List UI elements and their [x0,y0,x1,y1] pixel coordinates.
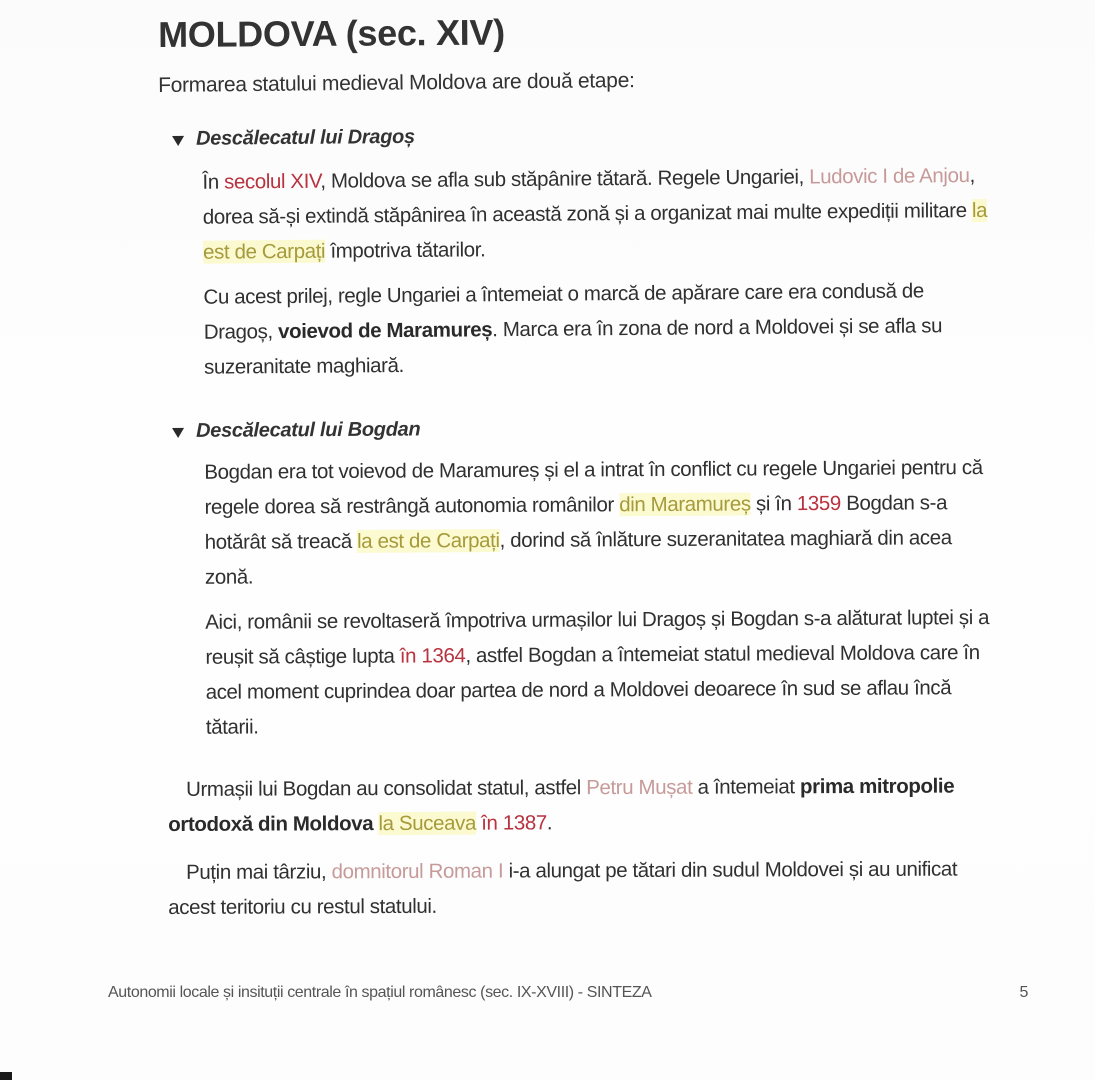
section-bogdan [172,415,994,745]
text-run: Bogdan s-a hotărât să treacă [204,491,948,554]
place-highlight: din Maramureș [619,492,751,517]
paragraph [203,273,994,385]
paragraph [205,600,996,745]
section-body [202,158,994,385]
section-heading: Descălecatul lui Bogdan [195,418,421,442]
outro-paragraph-roman [168,851,988,925]
triangle-down-icon[interactable] [172,427,184,437]
person-highlight: Ludovic I de Anjou [809,164,970,189]
page-number: 5 [1019,984,1028,1001]
place-highlight: la est de Carpați [202,198,988,264]
text-run: . [546,811,553,835]
page-title: MOLDOVA (sec. XIV) [158,11,505,55]
text-run: , dorea să-și extindă stăpânirea în această zonă și a organizat mai multe expediții militare [202,163,975,229]
text-run: și în [750,492,797,516]
text-run: Urmașii lui Bogdan au consolidat statul, astfel [186,776,587,801]
date-highlight: 1359 [796,491,841,516]
text-run: În [202,170,225,194]
place-highlight: la Suceava [378,811,476,836]
section-toggle-dragos[interactable] [172,121,992,151]
page-footer [108,984,1028,1002]
person-highlight: domnitorul Roman I [331,859,504,884]
section-heading: Descălecatul lui Dragoș [195,125,415,150]
key-term: prima mitropolie ortodoxă din Moldova [168,774,955,836]
place-highlight: la est de Carpați [357,529,500,553]
date-highlight: în 1364 [399,644,466,668]
paragraph [204,450,995,595]
key-term: voievod de Maramureș [277,318,493,344]
text-run: , dorind să înlăture suzeranitatea maghiară din acea zonă. [204,526,952,589]
text-run: Cu acest prilej, regle Ungariei a întemeiat o marcă de apărare care era condusă de Dragoș, [203,279,924,344]
text-run: , Moldova se afla sub stăpânire tătară. Regele Ungariei, [320,165,810,193]
date-highlight: secolul XIV [223,169,321,194]
outro-paragraph-mitropolie [168,768,988,842]
date-highlight: în 1387 [481,811,547,835]
triangle-down-icon[interactable] [172,135,184,145]
paragraph [202,158,993,270]
text-run: Puțin mai târziu, [186,860,332,884]
paragraph [168,851,988,925]
text-run: împotriva tătarilor. [325,238,486,263]
text-run: , astfel Bogdan a întemeiat statul medieval Moldova care în acel moment cuprindea doar partea de nord a Moldovei deoarece în sud se aflau încă tătarii. [205,641,980,739]
text-run: a întemeiat [692,775,801,799]
paragraph [168,768,988,842]
footer-text: Autonomii locale și insituții centrale în spațiul românesc (sec. IX-XVIII) - SINTEZA [108,984,652,1001]
text-run: Aici, românii se revoltaseră împotriva urmașilor lui Dragoș și Bogdan s-a alăturat luptei și a reușit să câștige lupta [205,606,990,669]
section-body [204,450,996,745]
section-toggle-bogdan[interactable] [172,415,992,443]
text-run: Bogdan era tot voievod de Maramureș și el a intrat în conflict cu regele Ungariei pentru că regele dorea să restrângă autonomia românilor [204,456,983,519]
section-dragos [172,121,994,385]
intro-text: Formarea statului medieval Moldova are două etape: [158,69,635,97]
person-highlight: Petru Mușat [586,775,693,800]
scan-corner-mark [0,1072,12,1080]
text-run: . Marca era în zona de nord a Moldovei și se afla su suzeranitate maghiară. [203,314,943,379]
text-run: i-a alungat pe tătari din sudul Moldovei și au unificat acest teritoriu cu restul statului. [168,857,958,919]
